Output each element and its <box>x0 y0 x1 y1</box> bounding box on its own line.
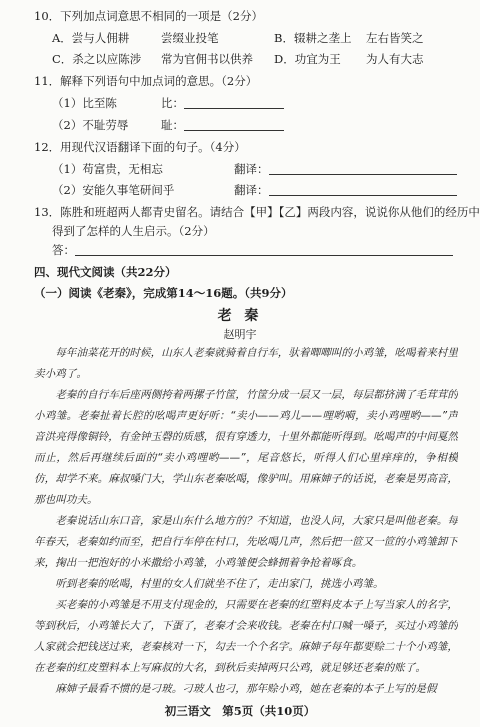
subsection-1-heading: （一）阅读《老秦》，完成第14～16题。（共9分） <box>34 286 293 300</box>
q12-answer-line-2[interactable] <box>269 183 457 196</box>
q12-answer-line-1[interactable] <box>269 162 457 175</box>
q10-option-d-1: D．功宜为王 <box>274 52 341 66</box>
question-10-stem: 10．下列加点词意思不相同的一项是（2分） <box>34 9 263 23</box>
article-paragraph-3: 老秦说话山东口音，家是山东什么地方的？不知道，也没人问，大家只是叫他老秦。每年春天，老秦如约而至，把自行车停在村口，先吆喝几声，然后把一笸又一笸的小鸡雏卸下来，掬出一把泡好的小米撒给小鸡雏，小鸡雏便会蜂拥着争抢着啄食。 <box>34 515 458 569</box>
question-11-stem: 11．解释下列语句中加点词的意思。（2分） <box>34 74 258 88</box>
q10-option-a-2: 尝缀业投笔 <box>161 31 219 45</box>
q11-item-1: （1）比至陈 <box>52 96 117 110</box>
page-footer: 初三语文 第5页（共10页） <box>164 704 316 718</box>
q12-item-2: （2）安能久事笔研间乎 <box>52 183 175 197</box>
q10-option-c-2: 常为官佣书以供养 <box>161 52 253 66</box>
section-4-heading: 四、现代文阅读（共22分） <box>34 265 177 279</box>
question-12-stem: 12．用现代汉语翻译下面的句子。（4分） <box>34 140 246 154</box>
article-paragraph-1: 每年油菜花开的时候，山东人老秦就骑着自行车，驮着唧唧叫的小鸡雏，吆喝着来村里卖小鸡了。 <box>34 347 458 380</box>
article-paragraph-2: 老秦的自行车后座两侧挎着两摞子竹筐，竹筐分成一层又一层，每层都挤满了毛茸茸的小鸡雏。老秦扯着长腔的吆喝声更好听：“卖小——鸡儿——哩哟嗬，卖小鸡哩哟——”声音洪亮得像铜铃，有金钟玉磬的质感，很有穿透力，十里外都能听得到。吆喝声的中间戛然而止，然后再继续后面的“卖小鸡哩哟——”，尾音悠长，听得人们心里痒痒的，争相模仿，却学不来。麻叔嗓门大，学山东老秦吆喝，像驴叫。用麻婶子的话说，老秦是男高音，那也叫功夫。 <box>34 389 458 506</box>
q13-answer-line[interactable] <box>75 243 453 256</box>
q11-item-2: （2）不耻劳辱 <box>52 118 129 132</box>
q10-option-a-1: A．尝与人佣耕 <box>52 31 130 45</box>
question-13-line-2: 得到了怎样的人生启示。（2分） <box>52 224 215 238</box>
q10-option-b-2: 左右皆笑之 <box>366 31 424 45</box>
article-paragraph-4: 听到老秦的吆喝，村里的女人们就坐不住了，走出家门，挑选小鸡雏。 <box>55 578 384 590</box>
article-paragraph-6: 麻婶子最看不惯的是刁玻。刁玻人也刁，那年赊小鸡，她在老秦的本子上写的是假 <box>55 683 437 695</box>
q13-answer: 答： <box>52 242 453 258</box>
article-paragraph-5: 买老秦的小鸡雏是不用支付现金的，只需要在老秦的红塑料皮本子上写当家人的名字，等到秋后，小鸡雏长大了，下蛋了，老秦才会来收钱。老秦在村口喊一嗓子，买过小鸡雏的人家就会把钱送过来，老秦核对一下，勾去一个个名字。麻婶子每年都要赊二十个小鸡雏，在老秦的红皮塑料本上写麻叔的大名，到秋后卖掉两只公鸡，就足够还老秦的账了。 <box>34 599 458 674</box>
q10-option-b-1: B．辍耕之垄上 <box>274 31 352 45</box>
article-title: 老 秦 <box>217 308 263 324</box>
article-author: 赵明宇 <box>223 328 257 341</box>
question-13-line-1: 13．陈胜和班超两人都青史留名。请结合【甲】【乙】两段内容，说说你从他们的经历中 <box>34 205 480 219</box>
q11-answer-line-1[interactable] <box>184 96 284 109</box>
q10-option-d-2: 为人有大志 <box>366 52 424 66</box>
q12-translate-1: 翻译： <box>234 161 457 177</box>
q11-answer-line-2[interactable] <box>184 118 284 131</box>
q12-translate-2: 翻译： <box>234 182 457 198</box>
q10-option-c-1: C．杀之以应陈涉 <box>52 52 142 66</box>
q11-item-2-label: 耻： <box>161 117 284 133</box>
q11-item-1-label: 比： <box>161 95 284 111</box>
q12-item-1: （1）苟富贵，无相忘 <box>52 162 163 176</box>
